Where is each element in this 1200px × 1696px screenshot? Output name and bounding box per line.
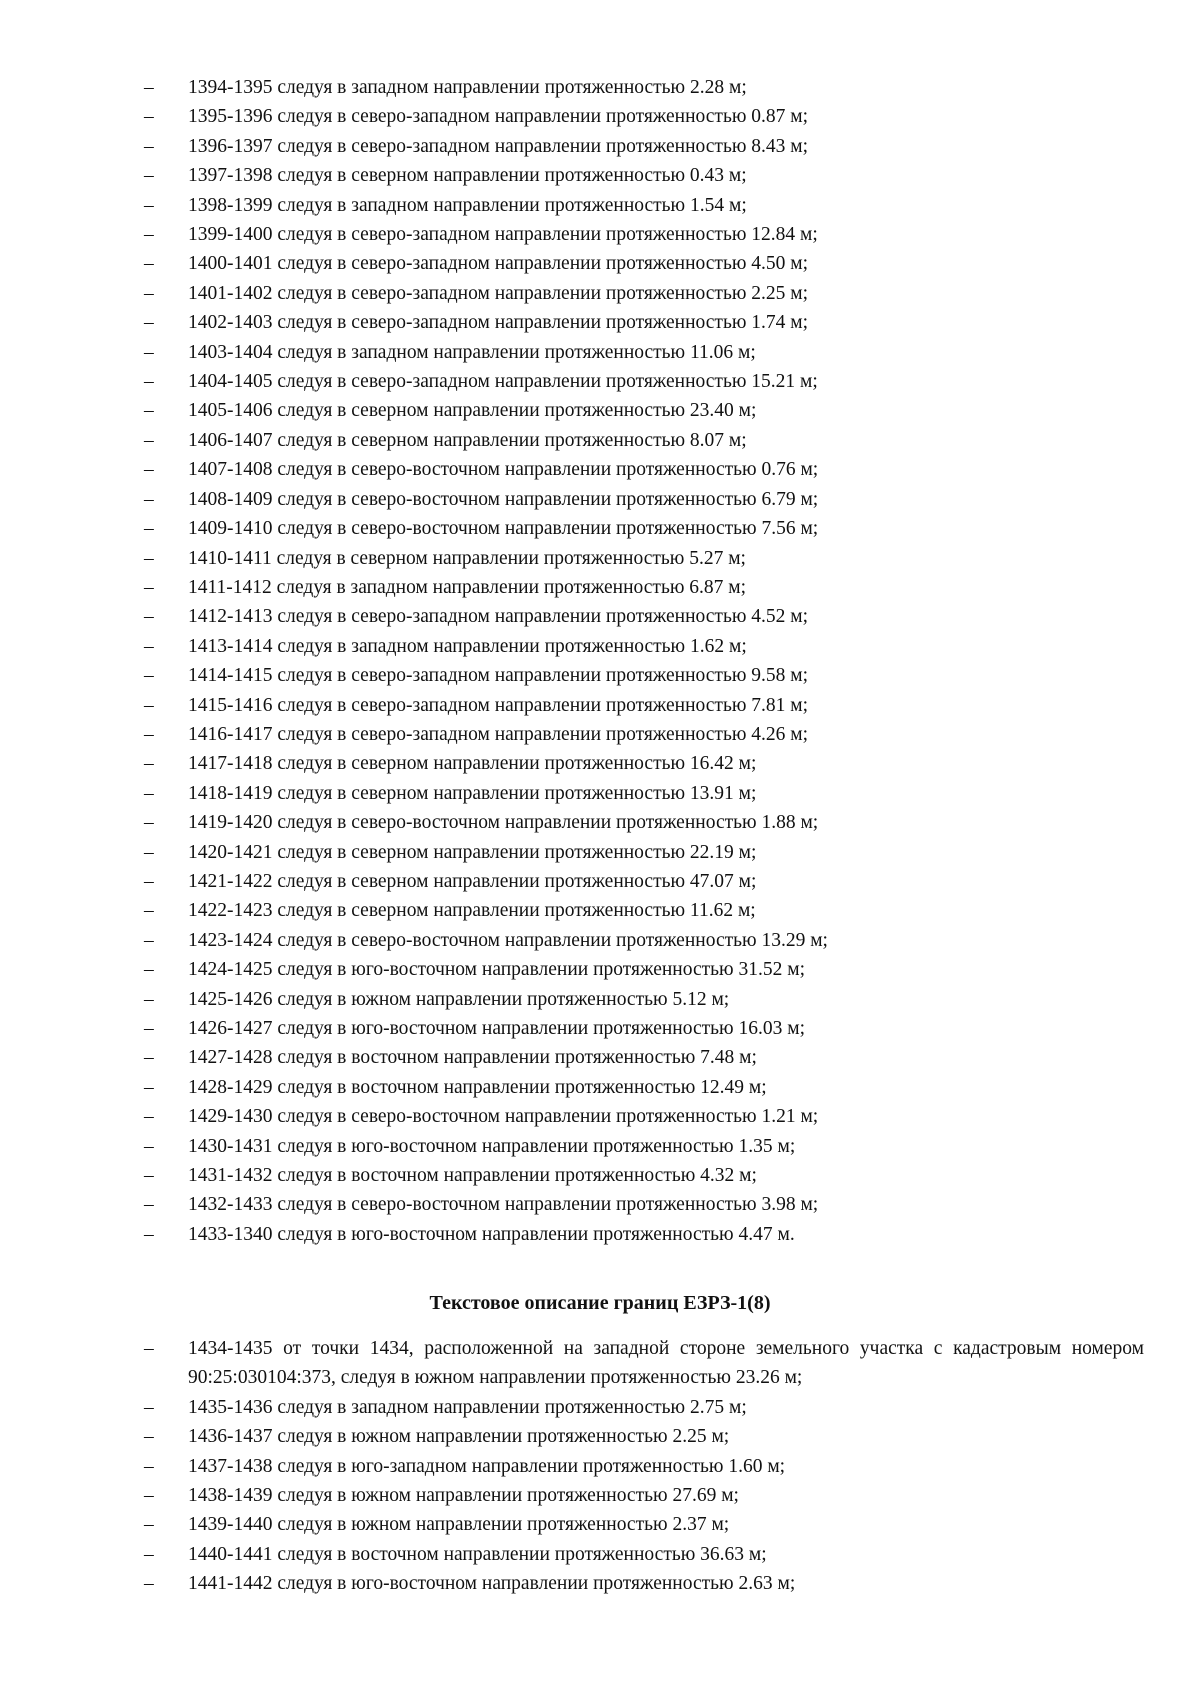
list-item-text: 1434-1435 от точки 1434, расположенной на западной стороне земельного участка с кадастровым номером 90:25:030104:373, следуя в южном направлении протяженностью 23.26 м; — [188, 1338, 1144, 1389]
list-item-text: 1440-1441 следуя в восточном направлении протяженностью 36.63 м; — [188, 1543, 767, 1565]
list-item — [144, 73, 1144, 102]
list-item-text: 1430-1431 следуя в юго-восточном направлении протяженностью 1.35 м; — [188, 1135, 796, 1157]
list-item — [144, 485, 1144, 514]
list-marker: – — [144, 488, 154, 510]
list-item-text: 1410-1411 следуя в северном направлении протяженностью 5.27 м; — [188, 547, 746, 569]
list-item-text: 1420-1421 следуя в северном направлении протяженностью 22.19 м; — [188, 841, 757, 863]
list-item-text: 1400-1401 следуя в северо-западном направлении протяженностью 4.50 м; — [188, 253, 809, 275]
list-marker: – — [144, 429, 154, 451]
list-marker: – — [144, 988, 154, 1010]
list-marker: – — [144, 253, 154, 275]
list-marker: – — [144, 371, 154, 393]
list-item — [144, 1510, 1144, 1539]
list-marker: – — [144, 665, 154, 687]
list-marker: – — [144, 753, 154, 775]
list-item — [144, 867, 1144, 896]
list-marker: – — [144, 1076, 154, 1098]
list-marker: – — [144, 606, 154, 628]
list-marker: – — [144, 77, 154, 98]
list-item — [144, 514, 1144, 543]
list-item — [144, 691, 1144, 720]
list-item — [144, 749, 1144, 778]
list-marker: – — [144, 1573, 154, 1595]
list-item-text: 1412-1413 следуя в северо-западном направлении протяженностью 4.52 м; — [188, 606, 809, 628]
list-item-text: 1405-1406 следуя в северном направлении протяженностью 23.40 м; — [188, 400, 757, 422]
list-marker: – — [144, 165, 154, 187]
list-marker: – — [144, 312, 154, 334]
list-item — [144, 1393, 1144, 1422]
list-item-text: 1418-1419 следуя в северном направлении протяженностью 13.91 м; — [188, 782, 757, 804]
list-item-text: 1431-1432 следуя в восточном направлении протяженностью 4.32 м; — [188, 1165, 757, 1187]
list-marker: – — [144, 1396, 154, 1418]
list-item — [144, 396, 1144, 425]
list-item — [144, 1132, 1144, 1161]
list-item-text: 1416-1417 следуя в северо-западном направлении протяженностью 4.26 м; — [188, 723, 809, 745]
list-marker: – — [144, 1106, 154, 1128]
list-item — [144, 338, 1144, 367]
list-item-text: 1438-1439 следуя в южном направлении протяженностью 27.69 м; — [188, 1485, 739, 1507]
list-marker: – — [144, 1455, 154, 1477]
list-item — [144, 779, 1144, 808]
list-item-text: 1429-1430 следуя в северо-восточном направлении протяженностью 1.21 м; — [188, 1106, 819, 1128]
list-item — [144, 161, 1144, 190]
list-marker: – — [144, 1165, 154, 1187]
list-marker: – — [144, 282, 154, 304]
list-item-text: 1414-1415 следуя в северо-западном направлении протяженностью 9.58 м; — [188, 665, 809, 687]
list-marker: – — [144, 1514, 154, 1536]
list-item-text: 1436-1437 следуя в южном направлении протяженностью 2.25 м; — [188, 1426, 730, 1448]
list-item-text: 1402-1403 следуя в северо-западном направлении протяженностью 1.74 м; — [188, 312, 809, 334]
list-item — [144, 1540, 1144, 1569]
list-item — [144, 896, 1144, 925]
list-marker: – — [144, 1338, 154, 1359]
list-item — [144, 455, 1144, 484]
list-item-text: 1397-1398 следуя в северном направлении протяженностью 0.43 м; — [188, 165, 747, 187]
list-item — [144, 426, 1144, 455]
list-item-text: 1433-1340 следуя в юго-восточном направлении протяженностью 4.47 м. — [188, 1223, 795, 1245]
list-item-text: 1408-1409 следуя в северо-восточном направлении протяженностью 6.79 м; — [188, 488, 819, 510]
list-item — [144, 720, 1144, 749]
list-item-text: 1441-1442 следуя в юго-восточном направлении протяженностью 2.63 м; — [188, 1573, 796, 1595]
list-item-text: 1421-1422 следуя в северном направлении протяженностью 47.07 м; — [188, 870, 757, 892]
list-marker: – — [144, 1047, 154, 1069]
list-marker: – — [144, 929, 154, 951]
list-marker: – — [144, 1018, 154, 1039]
list-item — [144, 279, 1144, 308]
list-marker: – — [144, 635, 154, 657]
list-item — [144, 102, 1144, 131]
list-marker: – — [144, 518, 154, 540]
list-marker: – — [144, 224, 154, 246]
list-item-text: 1427-1428 следуя в восточном направлении протяженностью 7.48 м; — [188, 1047, 757, 1069]
list-item-text: 1422-1423 следуя в северном направлении протяженностью 11.62 м; — [188, 900, 756, 922]
list-marker: – — [144, 341, 154, 363]
list-item-text: 1425-1426 следуя в южном направлении протяженностью 5.12 м; — [188, 988, 730, 1010]
list-item — [144, 1452, 1144, 1481]
list-item — [144, 1102, 1144, 1131]
list-item-text: 1413-1414 следуя в западном направлении протяженностью 1.62 м; — [188, 635, 747, 657]
list-item — [144, 1220, 1144, 1249]
list-item — [144, 367, 1144, 396]
list-item — [144, 573, 1144, 602]
list-item-text: 1415-1416 следуя в северо-западном направлении протяженностью 7.81 м; — [188, 694, 809, 716]
list-item-text: 1394-1395 следуя в западном направлении протяженностью 2.28 м; — [188, 77, 747, 98]
list-item-text: 1411-1412 следуя в западном направлении протяженностью 6.87 м; — [188, 576, 747, 598]
section-heading: Текстовое описание границ ЕЗРЗ-1(8) — [429, 1292, 771, 1314]
list-marker: – — [144, 459, 154, 481]
list-item — [144, 661, 1144, 690]
list-marker: – — [144, 1485, 154, 1507]
list-marker: – — [144, 1135, 154, 1157]
list-item-text: 1417-1418 следуя в северном направлении протяженностью 16.42 м; — [188, 753, 757, 775]
list-marker: – — [144, 723, 154, 745]
list-item — [144, 838, 1144, 867]
list-item-text: 1426-1427 следуя в юго-восточном направлении протяженностью 16.03 м; — [188, 1018, 806, 1039]
list-item — [144, 926, 1144, 955]
list-marker: – — [144, 782, 154, 804]
list-marker: – — [144, 1543, 154, 1565]
list-item — [144, 132, 1144, 161]
list-item-text: 1428-1429 следуя в восточном направлении протяженностью 12.49 м; — [188, 1076, 767, 1098]
list-item-text: 1409-1410 следуя в северо-восточном направлении протяженностью 7.56 м; — [188, 518, 819, 540]
list-item — [144, 249, 1144, 278]
list-item-text: 1439-1440 следуя в южном направлении протяженностью 2.37 м; — [188, 1514, 730, 1536]
list-item-text: 1424-1425 следуя в юго-восточном направлении протяженностью 31.52 м; — [188, 959, 806, 981]
list-item-text: 1437-1438 следуя в юго-западном направлении протяженностью 1.60 м; — [188, 1455, 786, 1477]
list-marker: – — [144, 900, 154, 922]
list-item — [144, 308, 1144, 337]
list-item-text: 1419-1420 следуя в северо-восточном направлении протяженностью 1.88 м; — [188, 812, 819, 834]
list-item-text: 1406-1407 следуя в северном направлении протяженностью 8.07 м; — [188, 429, 747, 451]
list-item-text: 1399-1400 следуя в северо-западном направлении протяженностью 12.84 м; — [188, 224, 818, 246]
list-item — [144, 632, 1144, 661]
list-marker: – — [144, 841, 154, 863]
list-marker: – — [144, 400, 154, 422]
list-marker: – — [144, 547, 154, 569]
list-item-text: 1432-1433 следуя в северо-восточном направлении протяженностью 3.98 м; — [188, 1194, 819, 1216]
list-item — [144, 1043, 1144, 1072]
boundary-list-top — [144, 73, 1144, 1249]
list-marker: – — [144, 694, 154, 716]
list-item-text: 1404-1405 следуя в северо-западном направлении протяженностью 15.21 м; — [188, 371, 818, 393]
list-item-text: 1396-1397 следуя в северо-западном направлении протяженностью 8.43 м; — [188, 135, 809, 157]
list-item — [144, 1014, 1144, 1043]
list-marker: – — [144, 106, 154, 128]
list-item-text: 1423-1424 следуя в северо-восточном направлении протяженностью 13.29 м; — [188, 929, 828, 951]
list-item — [144, 1161, 1144, 1190]
list-marker: – — [144, 194, 154, 216]
list-item — [144, 602, 1144, 631]
list-marker: – — [144, 812, 154, 834]
list-item-text: 1407-1408 следуя в северо-восточном направлении протяженностью 0.76 м; — [188, 459, 819, 481]
list-item-text: 1398-1399 следуя в западном направлении протяженностью 1.54 м; — [188, 194, 747, 216]
list-item-text: 1401-1402 следуя в северо-западном направлении протяженностью 2.25 м; — [188, 282, 809, 304]
list-item — [144, 1422, 1144, 1451]
list-marker: – — [144, 870, 154, 892]
list-marker: – — [144, 135, 154, 157]
list-item — [144, 808, 1144, 837]
list-item — [144, 1190, 1144, 1219]
list-item — [144, 1334, 1144, 1393]
list-item — [144, 191, 1144, 220]
list-item — [144, 1481, 1144, 1510]
list-marker: – — [144, 959, 154, 981]
list-item — [144, 220, 1144, 249]
boundary-list-bottom — [144, 1334, 1144, 1599]
list-item-text: 1435-1436 следуя в западном направлении протяженностью 2.75 м; — [188, 1396, 747, 1418]
list-item-text: 1403-1404 следуя в западном направлении протяженностью 11.06 м; — [188, 341, 756, 363]
list-item — [144, 1073, 1144, 1102]
list-marker: – — [144, 1194, 154, 1216]
list-item — [144, 544, 1144, 573]
list-marker: – — [144, 1426, 154, 1448]
list-item — [144, 955, 1144, 984]
list-marker: – — [144, 1223, 154, 1245]
list-marker: – — [144, 576, 154, 598]
list-item — [144, 985, 1144, 1014]
list-item-text: 1395-1396 следуя в северо-западном направлении протяженностью 0.87 м; — [188, 106, 809, 128]
list-item — [144, 1569, 1144, 1598]
